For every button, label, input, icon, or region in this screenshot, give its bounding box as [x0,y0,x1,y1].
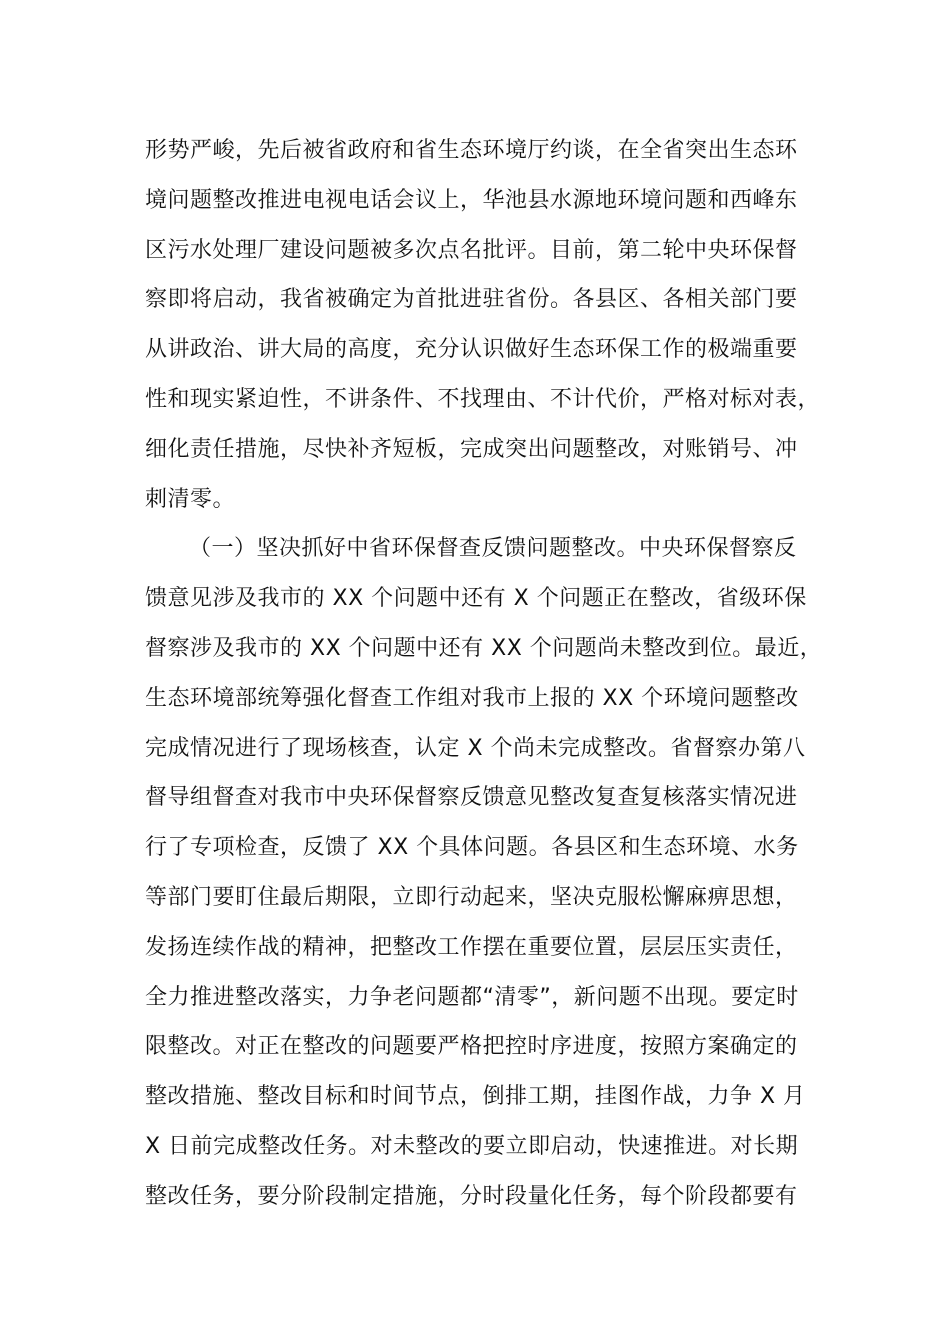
section-heading-line: （一）坚决抓好中省环保督查反馈问题整改。中央环保督察反 [189,536,797,562]
text-line: 等部门要盯住最后期限，立即行动起来，坚决克服松懈麻痹思想， [145,884,798,910]
text-line: 性和现实紧迫性，不讲条件、不找理由、不计代价，严格对标对表， [145,386,821,412]
text-line: 全力推进整改落实，力争老问题都“清零”，新问题不出现。要定时 [145,984,799,1010]
text-line: 行了专项检查，反馈了 XX 个具体问题。各县区和生态环境、水务 [145,835,799,861]
text-line: 完成情况进行了现场核查，认定 X 个尚未完成整改。省督察办第八 [145,735,806,761]
body-text [145,126,823,1222]
text-line: 整改措施、整改目标和时间节点，倒排工期，挂图作战，力争 X 月 [145,1084,806,1110]
text-line: 境问题整改推进电视电话会议上，华池县水源地环境问题和西峰东 [145,187,798,213]
text-line: 从讲政治、讲大局的高度，充分认识做好生态环保工作的极端重要 [145,337,798,363]
text-line: 形势严峻，先后被省政府和省生态环境厅约谈，在全省突出生态环 [145,138,798,163]
text-line: X 日前完成整改任务。对未整改的要立即启动，快速推进。对长期 [145,1133,799,1159]
text-line: 馈意见涉及我市的 XX 个问题中还有 X 个问题正在整改，省级环保 [145,586,807,612]
text-line: 督导组督查对我市中央环保督察反馈意见整改复查复核落实情况进 [145,785,798,811]
text-line: 刺清零。 [145,486,236,512]
text-line: 限整改。对正在整改的问题要严格把控时序进度，按照方案确定的 [145,1034,798,1060]
text-line: 生态环境部统筹强化督查工作组对我市上报的 XX 个环境问题整改 [145,685,799,711]
text-line: 区污水处理厂建设问题被多次点名批评。目前，第二轮中央环保督 [145,237,798,263]
text-line: 发扬连续作战的精神，把整改工作摆在重要位置，层层压实责任， [145,934,798,960]
text-line: 察即将启动，我省被确定为首批进驻省份。各县区、各相关部门要 [145,287,798,313]
text-line: 整改任务，要分阶段制定措施，分时段量化任务，每个阶段都要有 [145,1183,798,1209]
text-line: 督察涉及我市的 XX 个问题中还有 XX 个问题尚未整改到位。最近， [145,635,823,661]
text-line: 细化责任措施，尽快补齐短板，完成突出问题整改，对账销号、冲 [145,436,798,462]
